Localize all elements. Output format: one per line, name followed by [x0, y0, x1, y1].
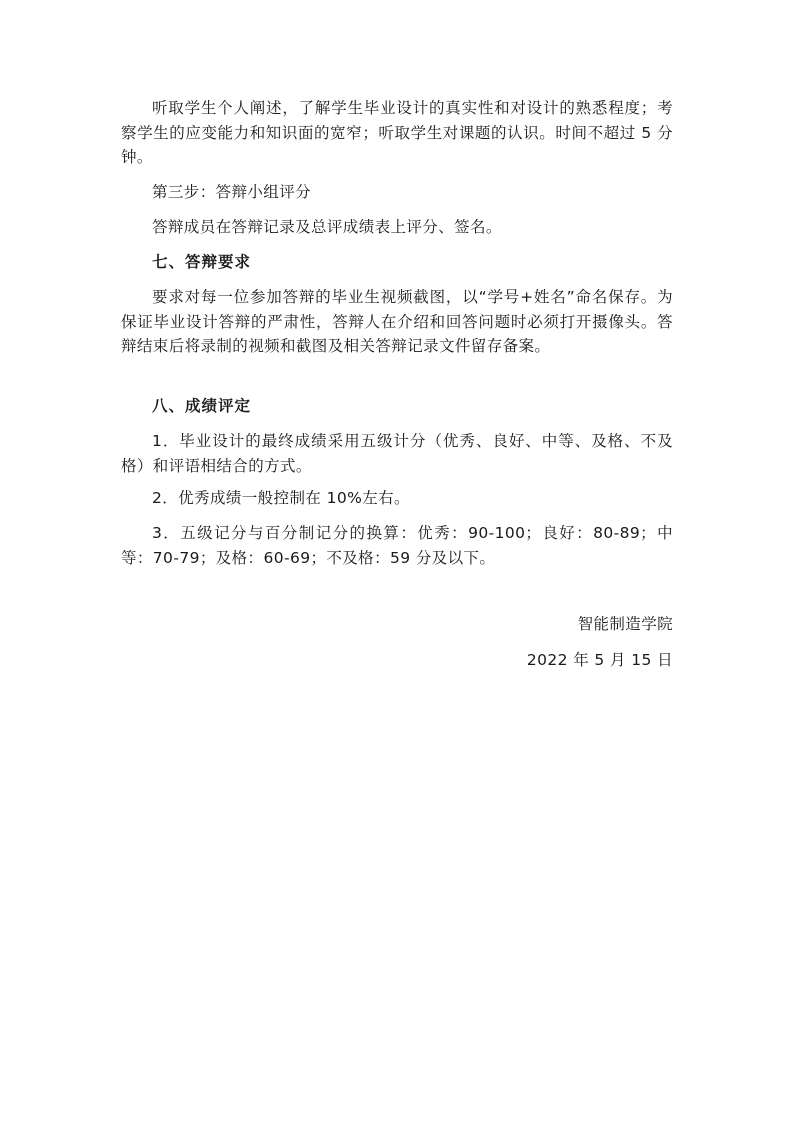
signature-organization: 智能制造学院 [577, 615, 673, 633]
paragraph-scoring: 答辩成员在答辩记录及总评成绩表上评分、签名。 [152, 218, 502, 236]
section-heading-grading: 八、成绩评定 [152, 397, 252, 415]
paragraph-grading-rule-1: 1．毕业设计的最终成绩采用五级计分（优秀、良好、中等、及格、不及格）和评语相结合的方式。 [121, 432, 673, 475]
paragraph-grading-rule-3: 3．五级记分与百分制记分的换算：优秀：90-100；良好：80-89；中等：70-79；及格：60-69；不及格：59 分及以下。 [121, 524, 673, 567]
paragraph-defense-requirements: 要求对每一位参加答辩的毕业生视频截图，以“学号+姓名”命名保存。为保证毕业设计答辩的严肃性，答辩人在介绍和回答问题时必须打开摄像头。答辩结束后将录制的视频和截图及相关答辩记录文件留存备案。 [121, 288, 673, 355]
section-heading-defense-requirements: 七、答辩要求 [152, 253, 252, 271]
paragraph-grading-rule-2: 2．优秀成绩一般控制在 10%左右。 [152, 489, 410, 507]
paragraph-step-three: 第三步：答辩小组评分 [152, 183, 312, 201]
paragraph-defense-statement: 听取学生个人阐述，了解学生毕业设计的真实性和对设计的熟悉程度；考察学生的应变能力和知识面的宽窄；听取学生对课题的认识。时间不超过 5 分钟。 [121, 99, 673, 166]
signature-date: 2022 年 5 月 15 日 [526, 651, 673, 669]
